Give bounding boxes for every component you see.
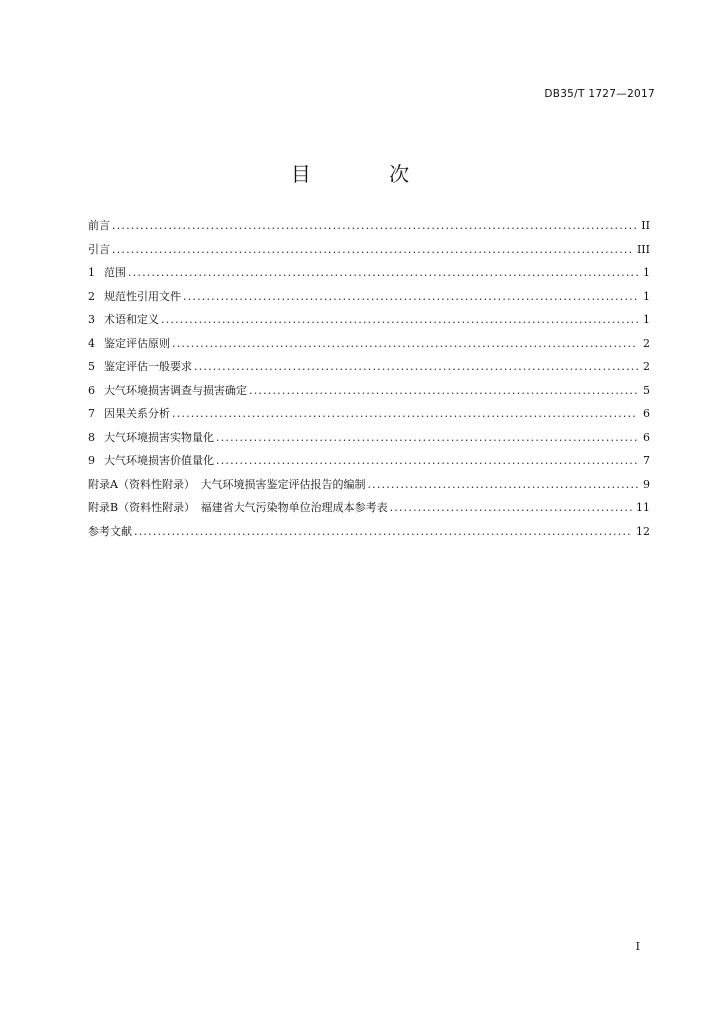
- toc-entry-text: 附录B（资料性附录） 福建省大气污染物单位治理成本参考表: [88, 501, 388, 514]
- toc-entry-page: 7: [643, 454, 650, 467]
- toc-entry-4[interactable]: [88, 335, 650, 359]
- toc-entry-page: 6: [643, 430, 650, 444]
- toc-leader-dots: [172, 407, 638, 420]
- toc-leader-dots: [112, 243, 633, 256]
- toc-entry-2[interactable]: [88, 288, 650, 312]
- toc-entry-number: 5: [88, 360, 95, 373]
- toc-entry-appendix-b[interactable]: [88, 499, 650, 523]
- toc-entry-text: 大气环境损害调查与损害确定: [104, 383, 247, 397]
- toc-leader-dots: [183, 290, 638, 303]
- toc-leader-dots: [172, 337, 638, 350]
- toc-entry-1[interactable]: [88, 264, 650, 288]
- toc-entry-number: 1: [88, 266, 95, 279]
- toc-entry-number: 7: [88, 407, 95, 420]
- toc-leader-dots: [134, 525, 632, 538]
- toc-entry-text: 鉴定评估一般要求: [104, 360, 192, 373]
- toc-entry-8[interactable]: [88, 429, 650, 453]
- toc-entry-text: 范围: [104, 266, 126, 279]
- page-number: I: [635, 940, 640, 953]
- toc-leader-dots: [216, 431, 638, 444]
- toc-entry-page: II: [641, 219, 650, 232]
- toc-entry-references[interactable]: [88, 523, 650, 547]
- toc-entry-page: 11: [636, 501, 650, 514]
- toc-leader-dots: [367, 478, 638, 491]
- toc-entry-text: 规范性引用文件: [104, 289, 181, 303]
- toc-entry-7[interactable]: [88, 405, 650, 429]
- toc-entry-6[interactable]: [88, 382, 650, 406]
- toc-entry-3[interactable]: [88, 311, 650, 335]
- toc-leader-dots: [216, 454, 638, 467]
- toc-entry-9[interactable]: [88, 452, 650, 476]
- toc-entry-page: III: [636, 242, 650, 256]
- toc-entry-text: 大气环境损害实物量化: [104, 430, 214, 444]
- toc-leader-dots: [112, 219, 637, 232]
- toc-entry-text: 大气环境损害价值量化: [104, 454, 214, 467]
- table-of-contents: [88, 217, 650, 546]
- toc-entry-text: 因果关系分析: [104, 407, 170, 420]
- toc-title: 目 次: [290, 162, 446, 186]
- document-code: DB35/T 1727—2017: [544, 88, 655, 100]
- toc-entry-number: 3: [88, 313, 95, 326]
- toc-entry-page: 5: [643, 383, 650, 397]
- toc-entry-text: 引言: [88, 242, 110, 256]
- toc-leader-dots: [194, 360, 638, 373]
- toc-entry-page: 1: [643, 289, 650, 303]
- toc-entry-page: 2: [643, 360, 650, 373]
- toc-entry-foreword[interactable]: [88, 217, 650, 241]
- toc-entry-5[interactable]: [88, 358, 650, 382]
- toc-entry-page: 1: [643, 266, 650, 279]
- toc-leader-dots: [390, 501, 632, 514]
- toc-entry-text: 附录A（资料性附录） 大气环境损害鉴定评估报告的编制: [88, 477, 366, 491]
- toc-leader-dots: [161, 313, 638, 326]
- toc-entry-text: 参考文献: [88, 524, 132, 538]
- toc-entry-introduction[interactable]: [88, 241, 650, 265]
- toc-entry-number: 8: [88, 430, 95, 444]
- toc-entry-appendix-a[interactable]: [88, 476, 650, 500]
- toc-entry-number: 6: [88, 383, 95, 397]
- toc-entry-page: 6: [643, 407, 650, 420]
- toc-entry-text: 鉴定评估原则: [104, 336, 170, 350]
- toc-leader-dots: [249, 384, 638, 397]
- toc-entry-number: 9: [88, 454, 95, 467]
- toc-leader-dots: [128, 266, 638, 279]
- toc-entry-page: 1: [643, 313, 650, 326]
- toc-entry-text: 前言: [88, 219, 110, 232]
- toc-entry-page: 9: [643, 477, 650, 491]
- toc-entry-text: 术语和定义: [104, 313, 159, 326]
- toc-entry-page: 12: [636, 524, 650, 538]
- toc-entry-page: 2: [643, 336, 650, 350]
- toc-entry-number: 4: [88, 336, 95, 350]
- toc-entry-number: 2: [88, 289, 95, 303]
